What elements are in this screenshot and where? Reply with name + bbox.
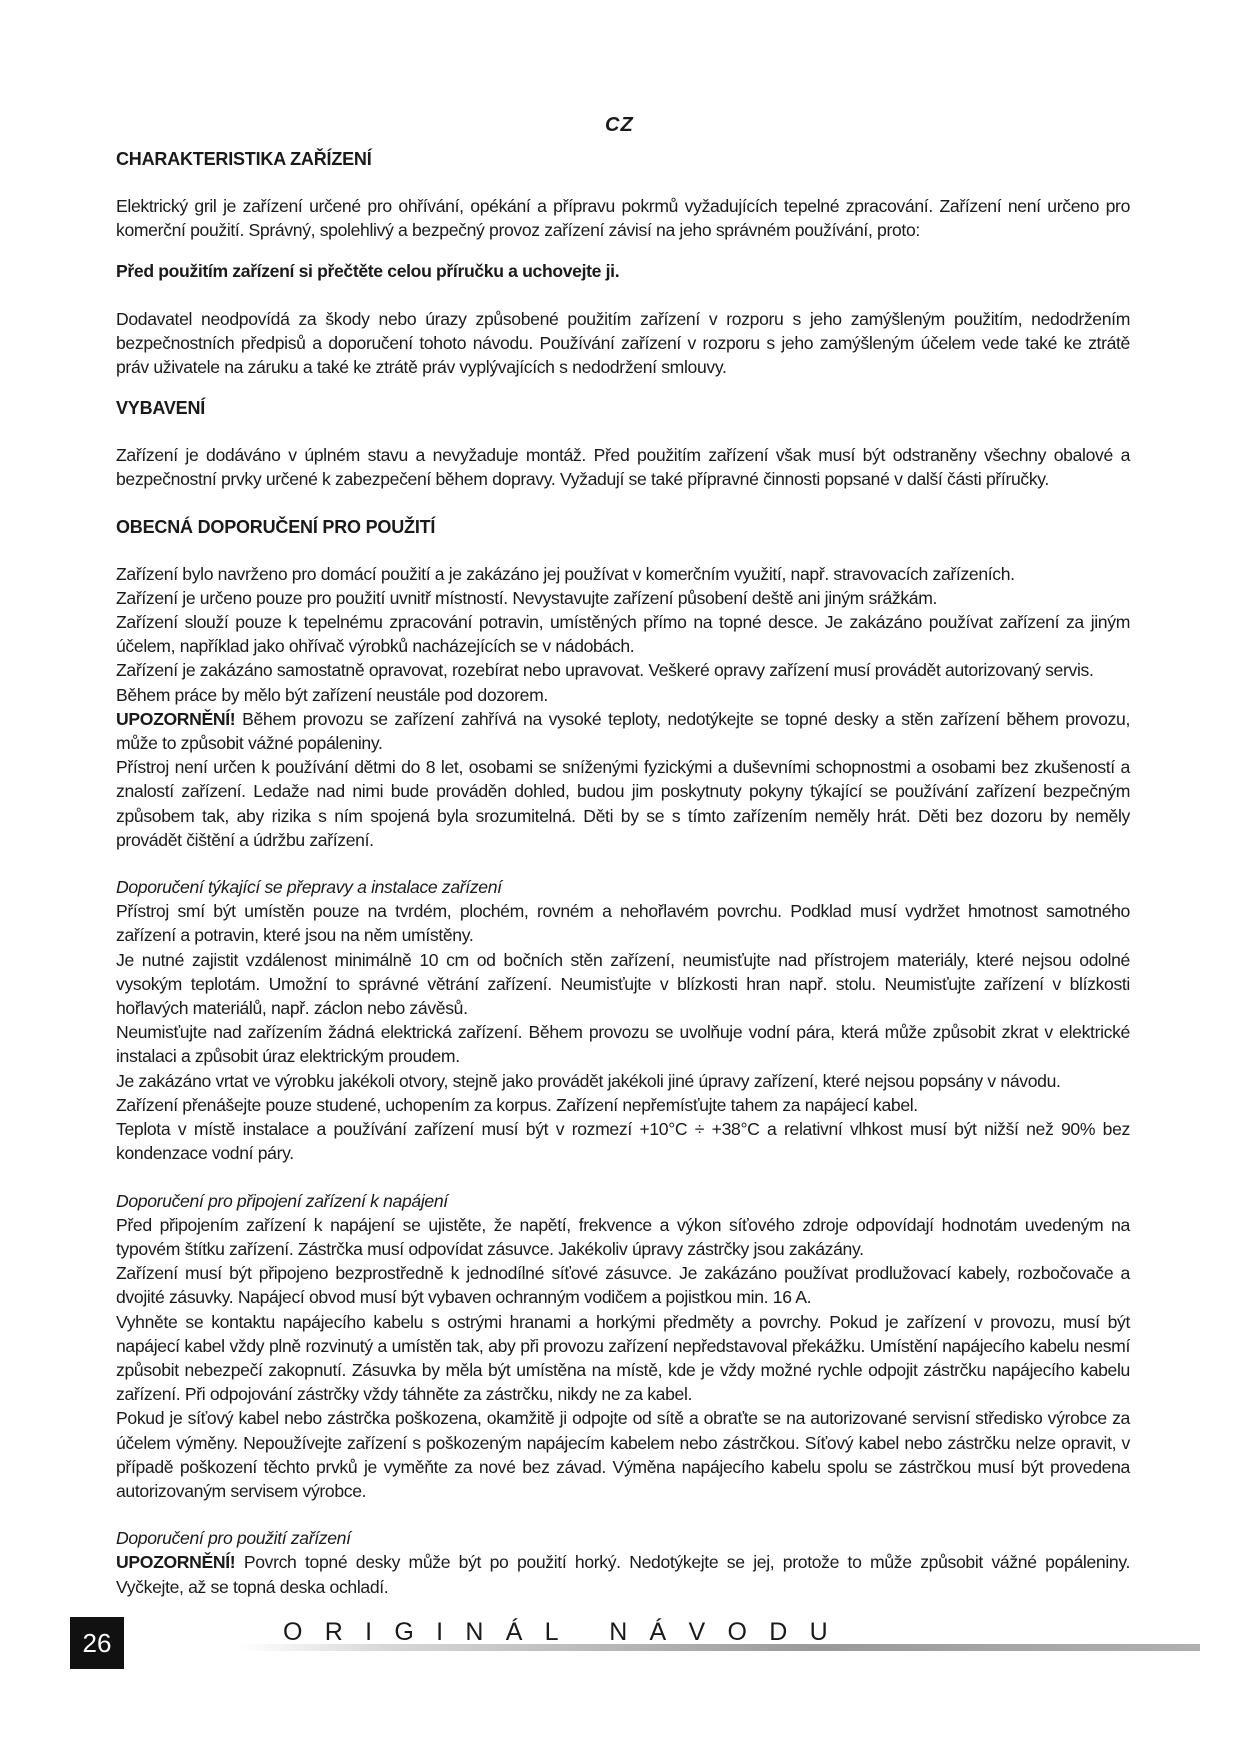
paragraph: Před připojením zařízení k napájení se ujistěte, že napětí, frekvence a výkon síťového zdroje odpovídají hodnotám uvedeným na typovém štítku zařízení. Zástrčka musí odpovídat zásuvce. Jakékoliv úpravy zástrčky jsou zakázány.: [116, 1214, 1130, 1259]
paragraph: Zařízení přenášejte pouze studené, uchopením za korpus. Zařízení nepřemísťujte tahem za napájecí kabel.: [116, 1094, 918, 1115]
paragraph: Dodavatel neodpovídá za škody nebo úrazy způsobené použitím zařízení v rozporu s jeho zamýšleným použitím, nedodržením bezpečnostních předpisů a doporučení tohoto návodu. Používání zařízení v rozporu s jeho zamýšleným účelem vede také ke ztrátě práv uživatele na záruku a také ke ztrátě práv vyplývajících s nedodržení smlouvy.: [116, 308, 1130, 378]
warning-text: Povrch topné desky může být po použití horký. Nedotýkejte se jej, protože to může způsobit vážné popáleniny. Vyčkejte, až se topná deska ochladí.: [116, 1552, 1130, 1597]
paragraph: Zařízení musí být připojeno bezprostředně k jednodílné síťové zásuvce. Je zakázáno používat prodlužovací kabely, rozbočovače a dvojité zásuvky. Napájecí obvod musí být vybaven ochranným vodičem a pojistkou min. 16 A.: [116, 1263, 1130, 1308]
section-title: VYBAVENÍ: [116, 398, 206, 419]
subsection-title: Doporučení pro použití zařízení: [116, 1528, 351, 1549]
paragraph-warning: [116, 707, 1130, 755]
paragraph: Je nutné zajistit vzdálenost minimálně 10 cm od bočních stěn zařízení, neumisťujte nad přístrojem materiály, které nejsou odolné vysokým teplotám. Umožní to správné větrání zařízení. Neumisťujte v blízkosti hran např. stolu. Neumisťujte zařízení v blízkosti hořlavých materiálů, např. záclon nebo závěsů.: [116, 949, 1130, 1019]
paragraph: Pokud je síťový kabel nebo zástrčka poškozena, okamžitě ji odpojte od sítě a obraťte se na autorizované servisní středisko výrobce za účelem výměny. Nepoužívejte zařízení s poškozeným napájecím kabelem nebo zástrčkou. Síťový kabel nebo zástrčku nelze opravit, v případě poškození těchto prvků je vyměňte za nové bez závad. Výměna napájecího kabelu spolu se zástrčkou musí být provedena autorizovaným servisem výrobce.: [116, 1408, 1130, 1501]
paragraph: Přístroj není určen k používání dětmi do 8 let, osobami se sníženými fyzickými a duševními schopnostmi a osobami bez zkušeností a znalostí zařízení. Ledaže nad nimi bude prováděn dohled, budou jim poskytnuty pokyny týkající se používání zařízení bezpečným způsobem tak, aby rizika s ním spojená byla srozumitelná. Děti by se s tímto zařízením neměly hrát. Děti bez dozoru by neměly provádět čištění a údržbu zařízení.: [116, 757, 1130, 850]
language-code: CZ: [605, 114, 634, 136]
subsection-title: Doporučení týkající se přepravy a instalace zařízení: [116, 877, 502, 898]
paragraph: Teplota v místě instalace a používání zařízení musí být v rozmezí +10°C ÷ +38°C a relativní vlhkost musí být nižší než 90% bez kondenzace vodní páry.: [116, 1119, 1130, 1164]
paragraph: Je zakázáno vrtat ve výrobku jakékoli otvory, stejně jako provádět jakékoli jiné úpravy zařízení, které nejsou popsány v návodu.: [116, 1070, 1061, 1091]
paragraph: Zařízení je zakázáno samostatně opravovat, rozebírat nebo upravovat. Veškeré opravy zařízení musí provádět autorizovaný servis.: [116, 660, 1094, 681]
paragraph: Zařízení slouží pouze k tepelnému zpracování potravin, umístěných přímo na topné desce. Je zakázáno používat zařízení za jiným účelem, například jako ohřívač výrobků nacházejících se v nádobách.: [116, 612, 1130, 657]
paragraph: Neumisťujte nad zařízením žádná elektrická zařízení. Během provozu se uvolňuje vodní pára, která může způsobit zkrat v elektrické instalaci a způsobit úraz elektrickým proudem.: [116, 1022, 1130, 1067]
subsection-title: Doporučení pro připojení zařízení k napájení: [116, 1190, 448, 1211]
section-title: OBECNÁ DOPORUČENÍ PRO POUŽITÍ: [116, 516, 436, 537]
paragraph: Během práce by mělo být zařízení neustále pod dozorem.: [116, 684, 548, 705]
section-title: CHARAKTERISTIKA ZAŘÍZENÍ: [116, 149, 372, 169]
paragraph: Vyhněte se kontaktu napájecího kabelu s ostrými hranami a horkými předměty a povrchy. Pokud je zařízení v provozu, musí být napájecí kabel vždy plně rozvinutý a umístěn tak, aby při provozu zařízení nepředstavoval překážku. Umístění napájecího kabelu nesmí způsobit nebezpečí zakopnutí. Zásuvka by měla být umístěna na místě, kde je vždy možné rychle odpojit zástrčku napájecího kabelu zařízení. Při odpojování zástrčky vždy táhněte za zástrčku, nikdy ne za kabel.: [116, 1311, 1130, 1405]
paragraph: Přístroj smí být umístěn pouze na tvrdém, plochém, rovném a nehořlavém povrchu. Podklad musí vydržet hmotnost samotného zařízení a potravin, které jsou na něm umístěny.: [116, 901, 1130, 946]
paragraph: Zařízení je určeno pouze pro použití uvnitř místností. Nevystavujte zařízení působení deště ani jiným srážkám.: [116, 587, 938, 608]
warning-label: UPOZORNĚNÍ!: [116, 1552, 236, 1573]
page-number: 26: [70, 1617, 124, 1669]
footer-title: ORIGINÁL NÁVODU: [283, 1618, 850, 1646]
warning-text: Během provozu se zařízení zahřívá na vysoké teploty, nedotýkejte se topné desky a stěn zařízení během provozu, může to způsobit vážné popáleniny.: [116, 708, 1130, 754]
document-body: [116, 147, 1130, 1599]
paragraph: Zařízení bylo navrženo pro domácí použití a je zakázáno jej používat v komerčním využití, např. stravovacích zařízeních.: [116, 563, 1015, 584]
warning-label: UPOZORNĚNÍ!: [116, 708, 236, 729]
paragraph-emphasis: Před použitím zařízení si přečtěte celou příručku a uchovejte ji.: [116, 261, 620, 282]
paragraph-warning: [116, 1550, 1130, 1598]
paragraph: Zařízení je dodáváno v úplném stavu a nevyžaduje montáž. Před použitím zařízení však musí být odstraněny všechny obalové a bezpečnostní prvky určené k zabezpečení během dopravy. Vyžadují se také přípravné činnosti popsané v další části příručky.: [116, 445, 1130, 490]
paragraph: Elektrický gril je zařízení určené pro ohřívání, opékání a přípravu pokrmů vyžadujících tepelné zpracování. Zařízení není určeno pro komerční použití. Správný, spolehlivý a bezpečný provoz zařízení závisí na jeho správném používání, proto:: [116, 196, 1130, 241]
